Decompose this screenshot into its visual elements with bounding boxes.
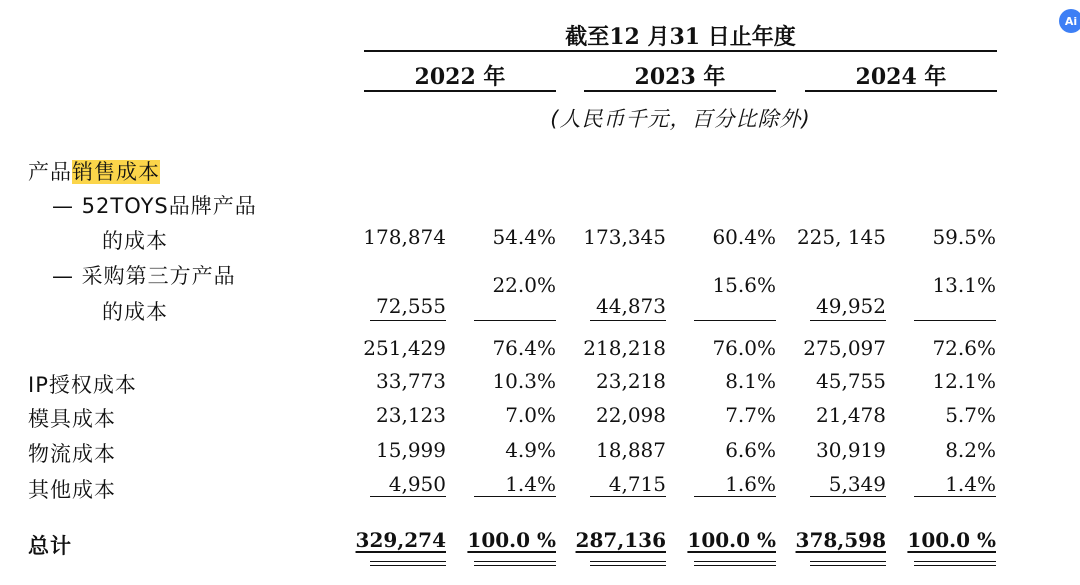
cell-ip-2023-amount: 23,218 bbox=[596, 369, 666, 393]
cell-mold-2022-pct: 7.0% bbox=[505, 403, 556, 427]
cell-ip-2024-amount: 45,755 bbox=[816, 369, 886, 393]
cell-subtotal-2022-amount: 251,429 bbox=[363, 336, 446, 360]
total-rule bbox=[694, 496, 776, 497]
cell-total-2022-pct: 100.0 % bbox=[467, 528, 556, 552]
cell-total-2024-amount: 378,598 bbox=[795, 528, 886, 552]
cell-mold-2022-amount: 23,123 bbox=[376, 403, 446, 427]
subtotal-rule bbox=[474, 320, 556, 321]
cell-subtotal-2024-amount: 275,097 bbox=[803, 336, 886, 360]
subtotal-rule bbox=[914, 320, 996, 321]
cell-mold-2024-pct: 5.7% bbox=[945, 403, 996, 427]
double-rule bbox=[370, 565, 446, 566]
year-2022-header: 2022 年 bbox=[414, 64, 506, 90]
cell-total-2024-pct: 100.0 % bbox=[907, 528, 996, 552]
cell-logistics-2024-pct: 8.2% bbox=[945, 438, 996, 462]
double-rule bbox=[810, 561, 886, 562]
double-rule bbox=[474, 565, 556, 566]
year-2024-header: 2024 年 bbox=[855, 64, 947, 90]
row-label-other: 其他成本 bbox=[28, 478, 116, 502]
cell-thirdparty-2022-amount: 72,555 bbox=[376, 294, 446, 318]
cell-subtotal-2023-pct: 76.0% bbox=[712, 336, 776, 360]
cell-thirdparty-2024-pct: 13.1% bbox=[932, 273, 996, 297]
cell-subtotal-2022-pct: 76.4% bbox=[492, 336, 556, 360]
cell-other-2024-amount: 5,349 bbox=[828, 472, 886, 496]
cell-logistics-2022-amount: 15,999 bbox=[376, 438, 446, 462]
cell-ip-2022-pct: 10.3% bbox=[492, 369, 556, 393]
total-rule bbox=[370, 496, 446, 497]
row-label-product-cost bbox=[28, 156, 160, 186]
ai-assistant-icon[interactable]: Ai bbox=[1059, 9, 1080, 33]
cell-mold-2023-pct: 7.7% bbox=[725, 403, 776, 427]
cell-other-2023-pct: 1.6% bbox=[725, 472, 776, 496]
cell-ip-2023-pct: 8.1% bbox=[725, 369, 776, 393]
cell-subtotal-2024-pct: 72.6% bbox=[932, 336, 996, 360]
row-label-thirdparty-line1: — 采购第三方产品 bbox=[52, 264, 236, 288]
cell-thirdparty-2023-amount: 44,873 bbox=[596, 294, 666, 318]
cell-brand-2023-amount: 173,345 bbox=[583, 225, 666, 249]
row-label-brand-line2: 的成本 bbox=[102, 229, 168, 253]
row-label-logistics: 物流成本 bbox=[28, 442, 116, 466]
row-label-total: 总计 bbox=[28, 534, 72, 558]
cell-ip-2022-amount: 33,773 bbox=[376, 369, 446, 393]
cell-total-2023-amount: 287,136 bbox=[575, 528, 666, 552]
double-rule bbox=[914, 565, 996, 566]
double-rule bbox=[694, 565, 776, 566]
cell-total-2022-amount: 329,274 bbox=[355, 528, 446, 552]
double-rule bbox=[370, 561, 446, 562]
row-label-thirdparty-line2: 的成本 bbox=[102, 300, 168, 324]
double-rule bbox=[474, 561, 556, 562]
double-rule bbox=[590, 561, 666, 562]
double-rule bbox=[914, 561, 996, 562]
total-rule bbox=[810, 496, 886, 497]
cell-brand-2024-pct: 59.5% bbox=[932, 225, 996, 249]
subtotal-rule bbox=[590, 320, 666, 321]
total-rule bbox=[474, 496, 556, 497]
double-rule bbox=[694, 561, 776, 562]
period-header: 截至12 月31 日止年度 bbox=[565, 24, 796, 50]
row-label-mold: 模具成本 bbox=[28, 407, 116, 431]
cell-logistics-2023-pct: 6.6% bbox=[725, 438, 776, 462]
cell-total-2023-pct: 100.0 % bbox=[687, 528, 776, 552]
double-rule bbox=[590, 565, 666, 566]
header-rule-top bbox=[364, 50, 997, 52]
year-2023-header: 2023 年 bbox=[634, 64, 726, 90]
cell-logistics-2024-amount: 30,919 bbox=[816, 438, 886, 462]
cell-logistics-2022-pct: 4.9% bbox=[505, 438, 556, 462]
unit-note: (人民币千元，百分比除外) bbox=[550, 107, 811, 131]
cell-logistics-2023-amount: 18,887 bbox=[596, 438, 666, 462]
cell-brand-2022-amount: 178,874 bbox=[363, 225, 446, 249]
year-rule-2024 bbox=[805, 90, 997, 92]
row-label-ip: IP授权成本 bbox=[28, 373, 137, 397]
subtotal-rule bbox=[370, 320, 446, 321]
cell-mold-2023-amount: 22,098 bbox=[596, 403, 666, 427]
year-rule-2022 bbox=[364, 90, 556, 92]
cell-subtotal-2023-amount: 218,218 bbox=[583, 336, 666, 360]
cell-mold-2024-amount: 21,478 bbox=[816, 403, 886, 427]
total-rule bbox=[590, 496, 666, 497]
cell-thirdparty-2022-pct: 22.0% bbox=[492, 273, 556, 297]
cell-brand-2022-pct: 54.4% bbox=[492, 225, 556, 249]
cell-brand-2024-amount: 225, 145 bbox=[796, 225, 886, 249]
cell-other-2022-amount: 4,950 bbox=[388, 472, 446, 496]
cell-thirdparty-2024-amount: 49,952 bbox=[816, 294, 886, 318]
highlighted-label: 销售成本 bbox=[72, 160, 160, 184]
subtotal-rule bbox=[694, 320, 776, 321]
row-label-brand-line1: — 52TOYS品牌产品 bbox=[52, 194, 257, 218]
cell-other-2024-pct: 1.4% bbox=[945, 472, 996, 496]
year-rule-2023 bbox=[584, 90, 776, 92]
total-rule bbox=[914, 496, 996, 497]
cell-ip-2024-pct: 12.1% bbox=[932, 369, 996, 393]
cell-other-2022-pct: 1.4% bbox=[505, 472, 556, 496]
cell-other-2023-amount: 4,715 bbox=[608, 472, 666, 496]
cell-thirdparty-2023-pct: 15.6% bbox=[712, 273, 776, 297]
double-rule bbox=[810, 565, 886, 566]
subtotal-rule bbox=[810, 320, 886, 321]
label-plain: 产品 bbox=[28, 160, 72, 184]
cell-brand-2023-pct: 60.4% bbox=[712, 225, 776, 249]
